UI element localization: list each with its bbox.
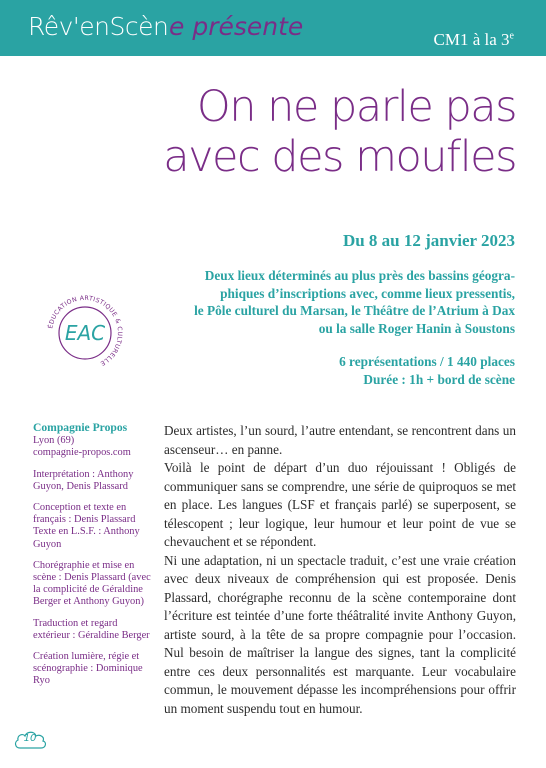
brand-logo-text: Rêv'enScèn <box>28 12 169 41</box>
credit-item: Traduction et regard extérieur : Géraldine Berger <box>33 617 150 641</box>
grade-levels <box>434 30 514 50</box>
eac-badge-icon <box>40 288 130 378</box>
header-banner <box>0 0 546 56</box>
description-body <box>164 422 516 718</box>
company-block <box>33 422 151 460</box>
page-number: 10 <box>23 733 37 744</box>
credit-item: Chorégraphie et mise en scène : Denis Plassard (avec la complicité de Géraldine Berger et Anthony Guyon) <box>33 559 151 608</box>
show-title-line1: On ne parle pas <box>196 82 516 132</box>
eac-center-text: EAC <box>64 321 106 345</box>
grade-levels-sup: e <box>509 30 514 42</box>
venues-line: le Pôle culturel du Marsan, le Théâtre de l’Atrium à Dax <box>194 303 515 318</box>
credits-sidebar <box>33 422 151 697</box>
show-dates: Du 8 au 12 janvier 2023 <box>342 231 515 250</box>
body-paragraph: Ni une adaptation, ni un spectacle traduit, c’est une vraie création avec deux niveaux de compréhension qui est proposée. Denis Plassard, chorégraphe reconnu de la scène contemporaine dont l’écriture est teintée d’une forte théâtralité invite Anthony Guyon, artiste sourd, à la tête de sa propre compagnie pour l’occasion. Nul besoin de maîtriser la langue des signes, tant la complicité entre ces deux personnalités est marquante. Leur vocabulaire commun, le mouvement dépasse les incompréhensions pour offrir un moment suspendu tout en humour. <box>164 552 516 716</box>
credit-item: Conception et texte en français : Denis Plassard Texte en L.S.F. : Anthony Guyon <box>33 502 140 550</box>
company-website: compagnie-propos.com <box>33 447 131 459</box>
venues-line: Deux lieux déterminés au plus près des bassins géogra- <box>204 268 515 283</box>
grade-levels-main: CM1 à la 3 <box>433 30 510 49</box>
body-paragraph: Deux artistes, l’un sourd, l’autre entendant, se rencontrent dans un ascenseur… en panne. <box>164 423 516 457</box>
credit-item: Création lumière, régie et scénographie : Dominique Ryo <box>33 651 143 687</box>
duration: Durée : 1h + bord de scène <box>363 372 515 387</box>
performance-info <box>339 353 515 389</box>
body-paragraph: Voilà le point de départ d’un duo réjouissant ! Obligés de communiquer sans se comprendre, une série de quiproquos se met en place. Les langues (LSF et français parlé) se superposent, se télescopent ; leur logique, leur humour et leur point de vue se chevauchent et se répondent. <box>164 460 516 549</box>
venues-line: ou la salle Roger Hanin à Soustons <box>318 320 515 336</box>
credit-item: Interprétation : Anthony Guyon, Denis Plassard <box>33 468 134 492</box>
representations-count: 6 représentations / 1 440 places <box>339 354 515 369</box>
show-title <box>16 82 516 182</box>
venues-line: phiques d’inscriptions avec, comme lieux pressentis, <box>220 285 515 301</box>
company-name: Compagnie Propos <box>33 421 128 434</box>
eac-ring-text: ÉDUCATION ARTISTIQUE & CULTURELLE <box>47 294 124 367</box>
presente-text: e présente <box>169 12 304 41</box>
show-title-line2: avec des moufles <box>163 132 516 182</box>
company-city: Lyon (69) <box>33 435 75 447</box>
venues-block <box>135 267 515 337</box>
